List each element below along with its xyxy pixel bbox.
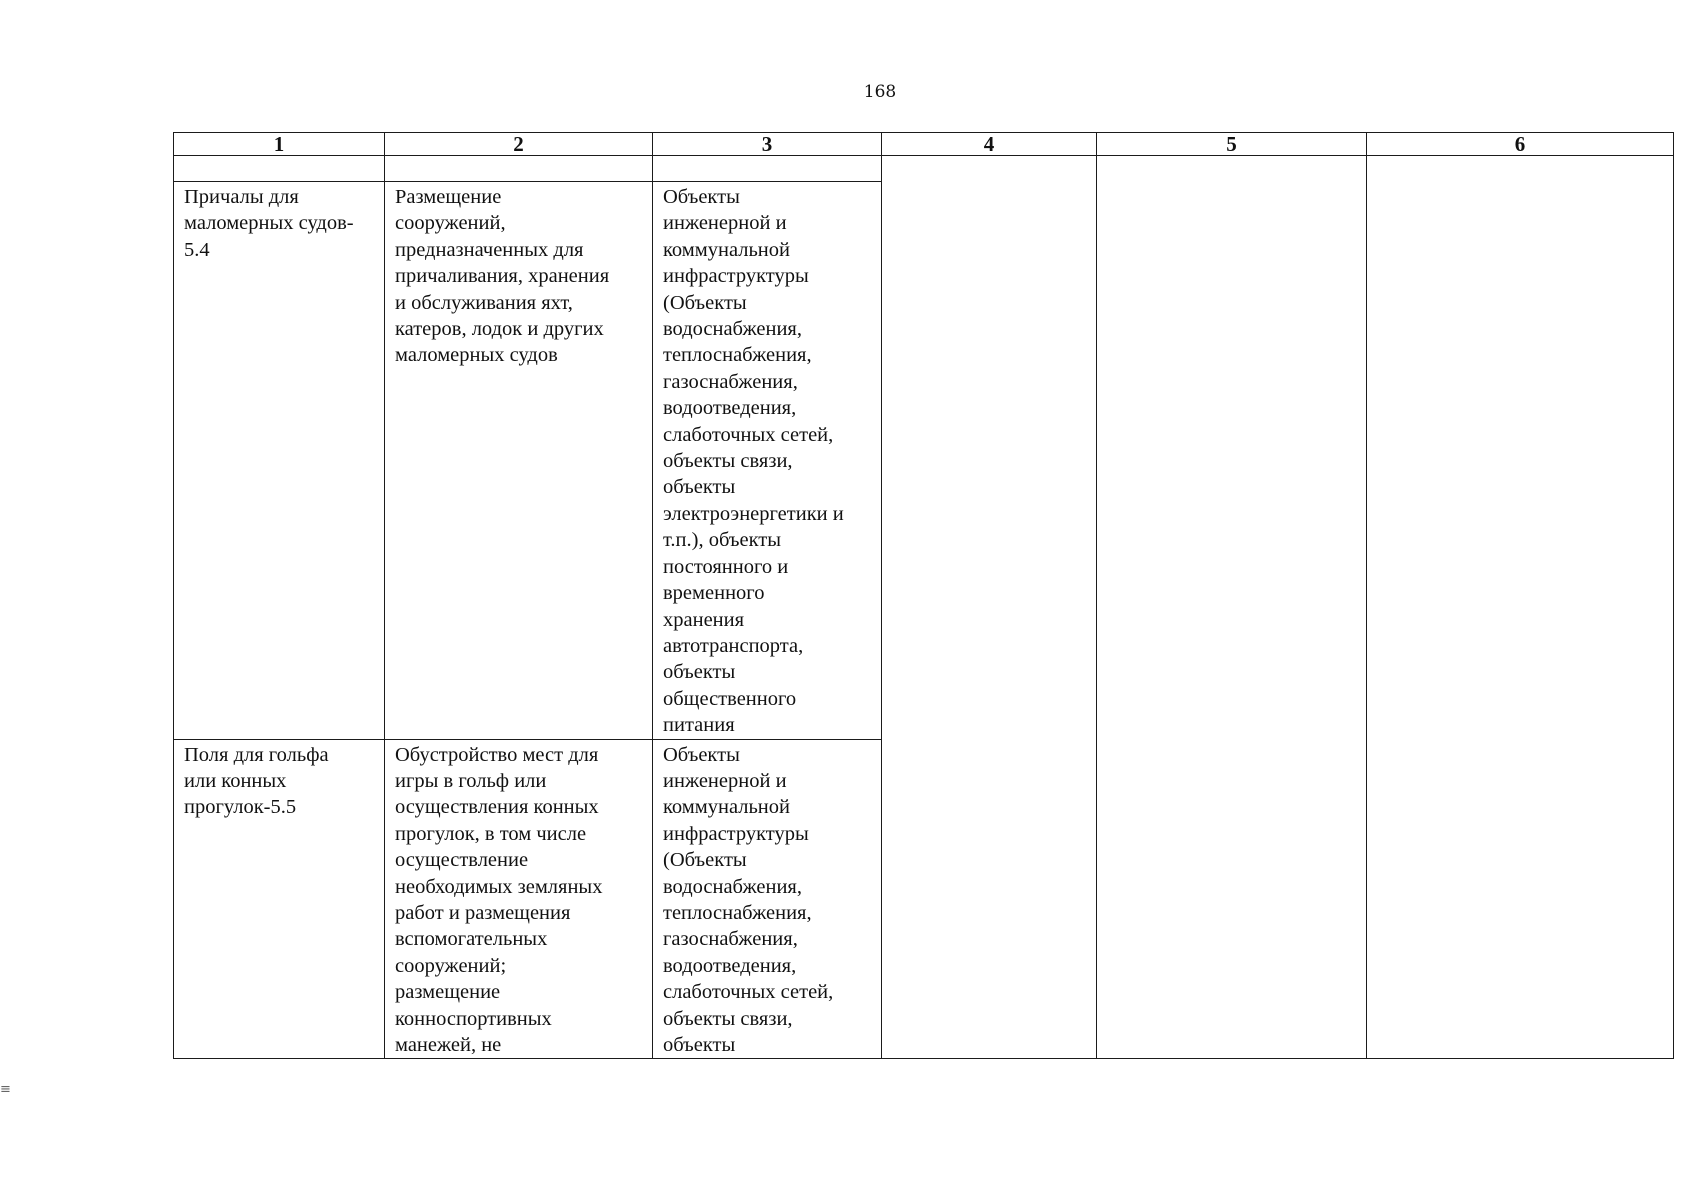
auxiliary-uses-text: Объекты инженерной и коммунальной инфраструктуры (Объекты водоснабжения, теплоснабжения, газоснабжения, водоотведения, слаботочных сетей, объекты связи, объекты (663, 743, 834, 1056)
column-header-3: 3 (653, 133, 882, 156)
column-6-cell (1367, 156, 1674, 1059)
scan-margin-mark: ≡ (0, 1082, 11, 1097)
land-use-type-text: Причалы для маломерных судов- 5.4 (184, 186, 354, 261)
land-use-table (173, 132, 1674, 1059)
land-use-type-cell (174, 739, 385, 1059)
auxiliary-uses-cell (653, 182, 882, 740)
land-use-type-text: Поля для гольфа или конных прогулок-5.5 (184, 743, 329, 819)
empty-cell (653, 156, 882, 182)
description-text: Размещение сооружений, предназначенных для причаливания, хранения и обслуживания яхт, катеров, лодок и других маломерных судов (395, 186, 610, 367)
auxiliary-uses-cell (653, 739, 882, 1059)
empty-cell (385, 156, 653, 182)
header-row (174, 133, 1674, 156)
description-text: Обустройство мест для игры в гольф или осуществления конных прогулок, в том числе осуществление необходимых земляных работ и размещения вспомогательных сооружений; размещение конноспортивных манежей, не (395, 743, 603, 1056)
column-header-5: 5 (1097, 133, 1367, 156)
column-header-2: 2 (385, 133, 653, 156)
empty-cell (174, 156, 385, 182)
land-use-type-cell (174, 182, 385, 740)
description-cell (385, 182, 653, 740)
column-header-6: 6 (1367, 133, 1674, 156)
empty-row (174, 156, 1674, 182)
column-header-4: 4 (882, 133, 1097, 156)
auxiliary-uses-text: Объекты инженерной и коммунальной инфраструктуры (Объекты водоснабжения, теплоснабжения, газоснабжения, водоотведения, слаботочных сетей, объекты связи, объекты электроэнергетики и т.п.), объекты постоянного и временного хранения автотранспорта, объекты общественного питания (663, 186, 844, 737)
page-number: 168 (863, 82, 897, 102)
column-4-cell (882, 156, 1097, 1059)
column-header-1: 1 (174, 133, 385, 156)
description-cell (385, 739, 653, 1059)
column-5-cell (1097, 156, 1367, 1059)
